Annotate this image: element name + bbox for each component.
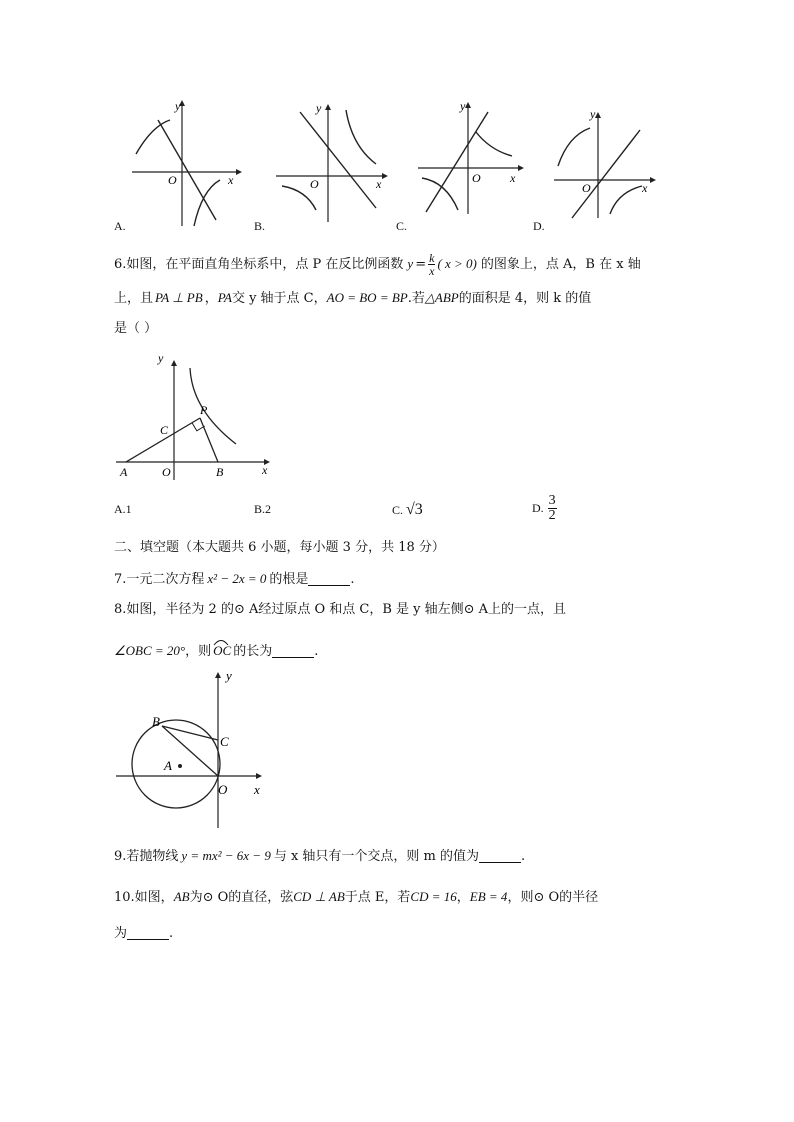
q5-graph-a <box>132 98 242 228</box>
q6-fig-y: y <box>158 351 164 365</box>
q5-graph-a-svg <box>132 98 242 228</box>
q5-a-y: y <box>175 99 181 113</box>
q6-fig-o: O <box>162 465 171 479</box>
q10-t3: ， <box>456 890 470 905</box>
q8-end: . <box>314 644 319 659</box>
q5-graph-c-svg <box>418 98 528 228</box>
q10-m3: CD = 16 <box>410 889 457 904</box>
q8-fig-b: B <box>152 714 160 729</box>
q8-math: ∠OBC = 20° <box>114 643 186 658</box>
q6-option-c-math: √3 <box>406 501 423 518</box>
q6-math-4: △ABP <box>424 290 459 305</box>
q6-line-3: 是（ ） <box>114 321 158 336</box>
q6-fig-b: B <box>216 465 224 479</box>
q7-suffix: 的根是 <box>269 572 309 587</box>
q8-fig-a: A <box>164 758 172 773</box>
q8-answer-blank[interactable] <box>272 646 314 658</box>
q6-func-eq: = <box>415 257 427 272</box>
q9-answer-blank[interactable] <box>479 851 521 863</box>
q5-graph-d <box>554 106 660 228</box>
q7-prefix: 7.一元二次方程 <box>114 572 205 587</box>
q6-line2-a: 上，且 <box>114 291 154 306</box>
q6-option-a: A.1 <box>114 502 132 516</box>
q6-option-d-fraction <box>548 494 557 523</box>
q8-fig-o: O <box>218 782 228 797</box>
q5-graph-c <box>418 98 528 228</box>
q6-line1-suffix: 的图象上，点 A，B 在 x 轴 <box>480 257 641 272</box>
q7-math: x² − 2x = 0 <box>207 571 267 586</box>
q5-c-y: y <box>460 99 466 113</box>
q8-line-1: 8.如图，半径为 2 的⊙ A经过原点 O 和点 C，B 是 y 轴左侧⊙ A上的一点，且 <box>114 602 567 617</box>
q6-option-d-den: 2 <box>548 508 556 523</box>
q6-line2-c: 交 y 轴于点 C， <box>231 291 327 306</box>
q9-line <box>114 849 525 863</box>
q8-line-2 <box>114 644 318 658</box>
q10-prefix: 10.如图， <box>114 890 174 905</box>
q5-graph-d-svg <box>554 106 660 228</box>
q5-a-o: O <box>168 173 177 187</box>
q5-graph-b-svg <box>272 98 390 228</box>
q8-mid: ，则 <box>185 644 212 659</box>
q5-b-o: O <box>310 177 319 191</box>
q6-math-1: PA ⊥ PB <box>155 290 203 305</box>
q6-fig-p: P <box>200 403 208 417</box>
q6-func-fraction <box>428 252 435 277</box>
q5-option-b: B. <box>254 219 266 233</box>
q10-t2: 于点 E，若 <box>344 890 411 905</box>
q10-line-2 <box>114 927 173 940</box>
q6-func-cond: ( x > 0) <box>437 256 477 271</box>
q6-func-num: k <box>429 251 435 265</box>
q6-option-d-num: 3 <box>548 493 556 508</box>
q7-answer-blank[interactable] <box>308 574 350 586</box>
q10-line2: 为 <box>114 926 128 941</box>
q5-c-x: x <box>510 171 516 185</box>
q10-m2: CD ⊥ AB <box>293 889 345 904</box>
q6-fig-x: x <box>262 463 268 477</box>
q10-answer-blank[interactable] <box>127 928 169 940</box>
q8-arc-label: OC <box>213 643 232 658</box>
q7-end: . <box>350 572 355 587</box>
q9-suffix: 与 x 轴只有一个交点，则 m 的值为 <box>273 849 480 864</box>
q6-math-2: PA <box>217 290 232 305</box>
q6-line-2 <box>114 291 591 305</box>
q5-d-x: x <box>642 181 648 195</box>
q8-arc <box>213 644 231 657</box>
q9-math: y = mx² − 6x − 9 <box>181 848 271 863</box>
q9-prefix: 9.若抛物线 <box>114 849 179 864</box>
q5-c-o: O <box>472 171 481 185</box>
arc-symbol-icon <box>213 638 229 646</box>
q6-figure-svg <box>112 350 282 482</box>
q10-t4: ，则⊙ O的半径 <box>507 890 599 905</box>
q6-line1-prefix: 6.如图，在平面直角坐标系中，点 P 在反比例函数 <box>114 257 404 272</box>
q8-suffix: 的长为 <box>233 644 273 659</box>
q10-t1: 为⊙ O的直径，弦 <box>189 890 294 905</box>
q6-fig-a: A <box>120 465 128 479</box>
q6-func-y: y <box>407 256 414 271</box>
q8-figure <box>114 666 274 832</box>
q6-figure <box>112 350 282 482</box>
q5-d-o: O <box>582 181 591 195</box>
q5-option-a: A. <box>114 219 126 233</box>
q5-a-x: x <box>228 173 234 187</box>
q6-math-3: AO = BO = BP <box>326 290 408 305</box>
q8-figure-svg <box>114 666 274 832</box>
q6-option-c-label: C. <box>392 503 404 517</box>
q6-func-den: x <box>429 264 435 278</box>
q5-graph-b <box>272 98 390 228</box>
q6-option-b: B.2 <box>254 502 272 516</box>
q6-line2-b: ， <box>204 291 218 306</box>
q6-line-1 <box>114 252 641 277</box>
q10-m4: EB = 4 <box>469 889 508 904</box>
q5-b-x: x <box>376 177 382 191</box>
q8-fig-x: x <box>254 782 260 797</box>
q5-b-y: y <box>316 101 322 115</box>
q6-option-d <box>532 494 557 523</box>
q5-option-d: D. <box>533 219 545 233</box>
q6-fig-c: C <box>160 423 169 437</box>
q7-line <box>114 572 355 586</box>
q6-option-c <box>392 501 423 519</box>
q6-option-d-label: D. <box>532 501 544 515</box>
q5-d-y: y <box>590 107 596 121</box>
q10-line-1 <box>114 890 598 904</box>
q6-line2-d: .若 <box>407 291 425 306</box>
q6-line2-e: 的面积是 4，则 k 的值 <box>458 291 592 306</box>
q9-end: . <box>521 849 526 864</box>
q8-fig-c: C <box>220 734 229 749</box>
q10-end: . <box>169 926 174 941</box>
q5-option-c: C. <box>396 219 408 233</box>
q8-fig-y: y <box>226 668 232 683</box>
section-2-heading: 二、填空题（本大题共 6 小题，每小题 3 分，共 18 分） <box>114 540 445 555</box>
q10-m1: AB <box>173 889 190 904</box>
